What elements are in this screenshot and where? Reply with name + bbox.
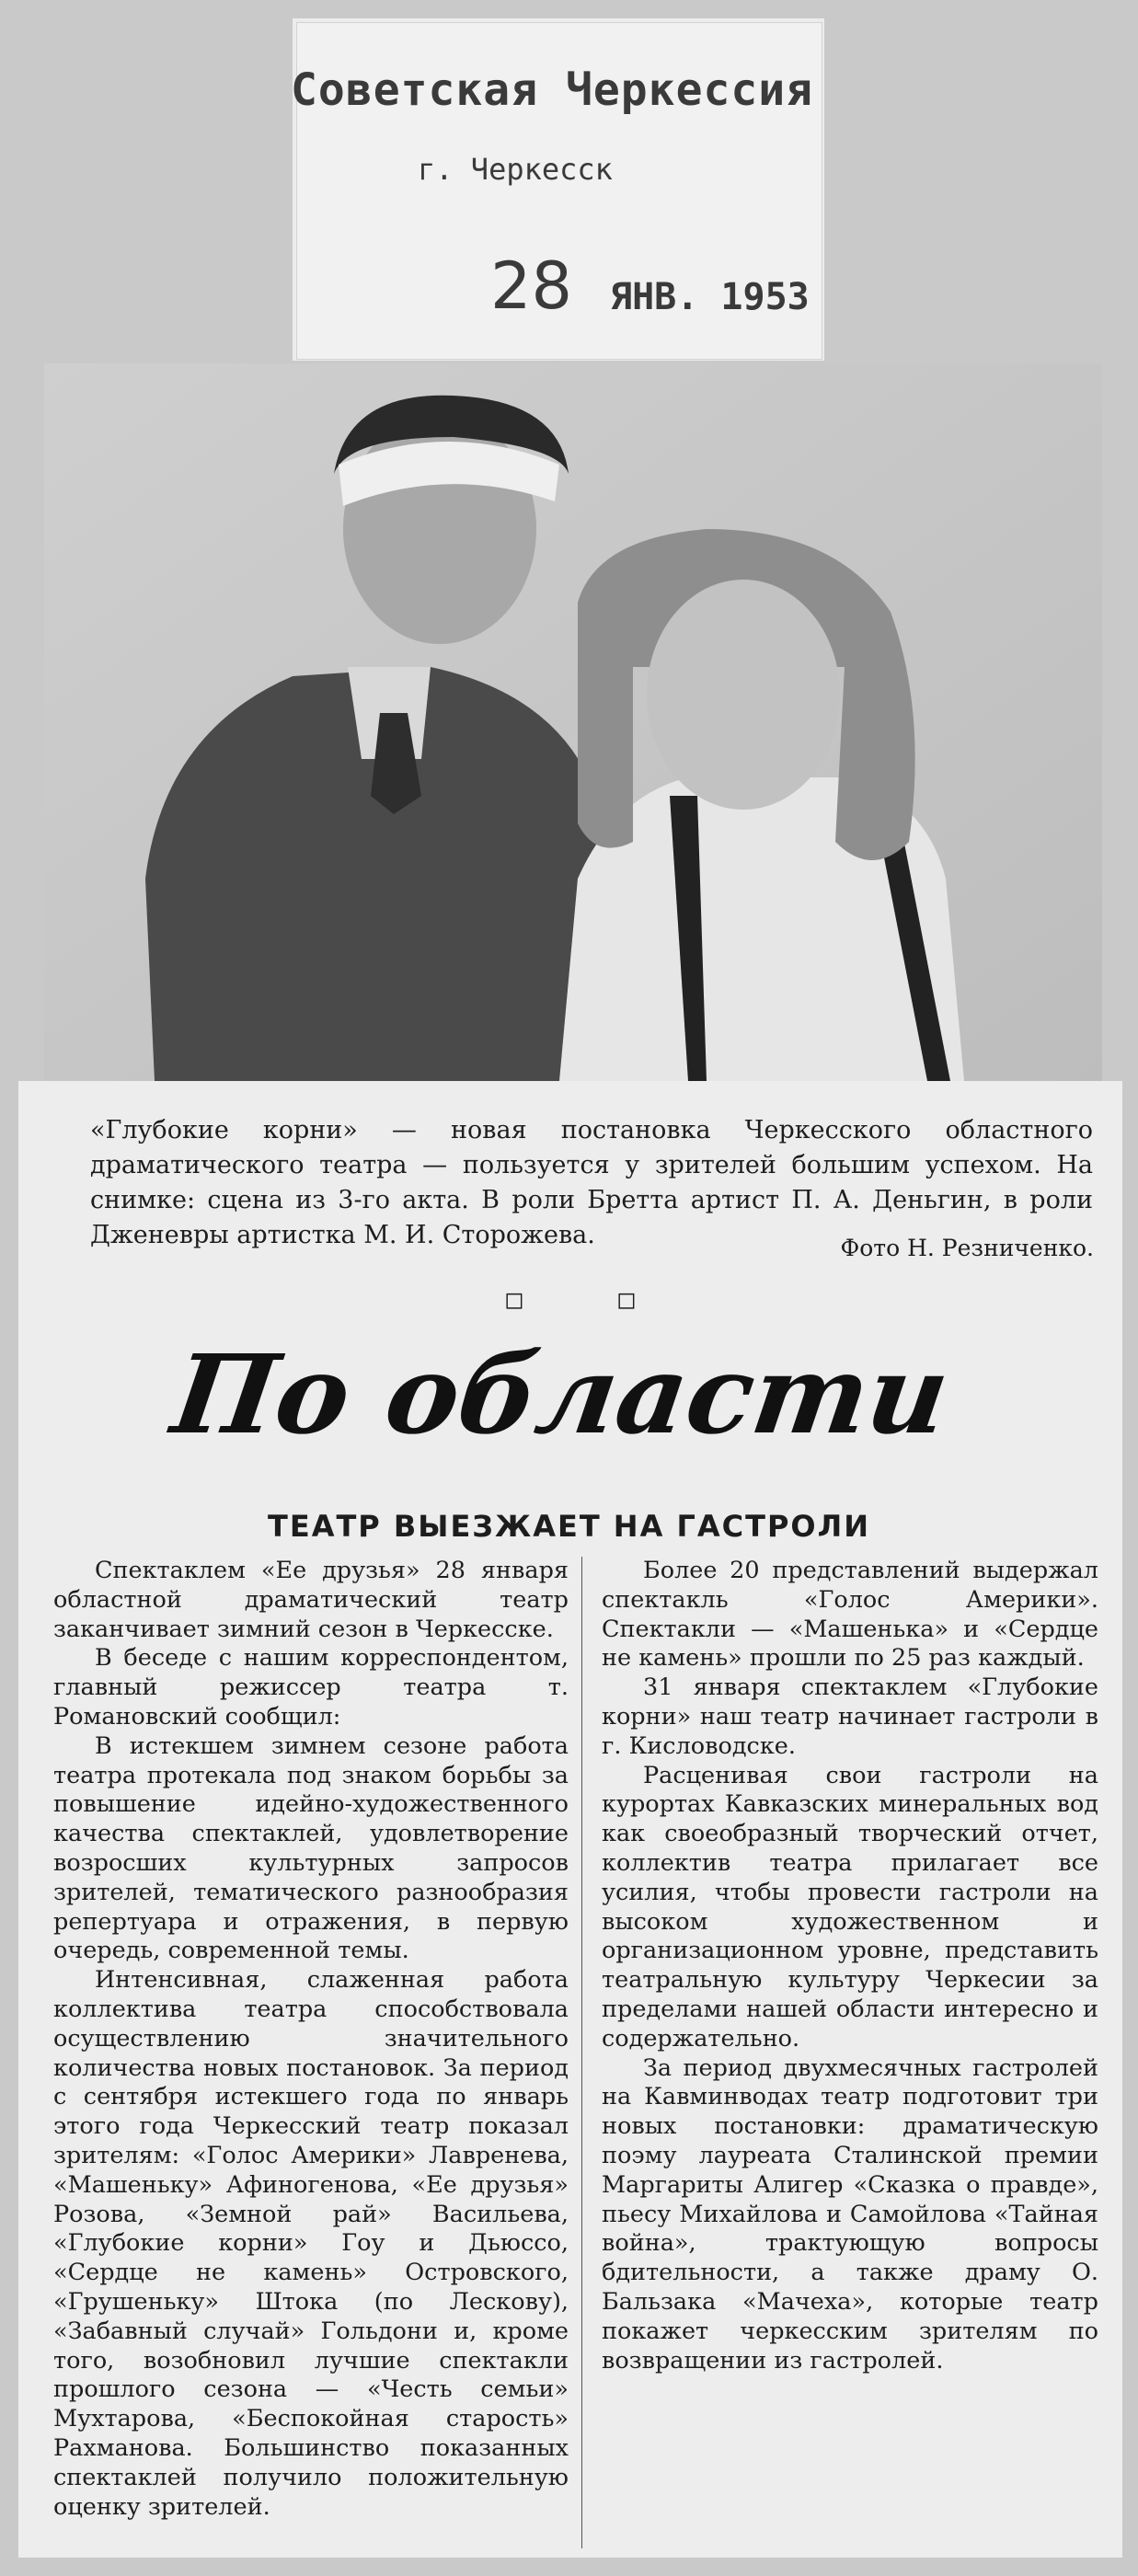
column-divider	[581, 1557, 582, 2548]
article-paragraph: В истекшем зимнем сезоне работа театра протекала под знаком борьбы за повышение идейно-художественного качества спектаклей, удовлетворение возросших культурных запросов зрителей, тематического разнообразия репертуара и отражения, в первую очередь, современной темы.	[53, 1731, 569, 1965]
ornament-square-right: ◻	[616, 1286, 637, 1314]
article-paragraph: Интенсивная, слаженная работа коллектива театра способствовала осуществлению значительного количества новых постановок. За период с сентября истекшего года по январь этого года Черкесский театр показал зрителям: «Голос Америки» Лавренева, «Машеньку» Афиногенова, «Ее друзья» Розова, «Земной рай» Васильева, «Глубокие корни» Гоу и Дьюссо, «Сердце не камень» Островского, «Грушеньку» Штока (по Лескову), «Забавный случай» Гольдони и, кроме того, возобновил лучшие спектакли прошлого сезона — «Честь семьи» Мухтарова, «Беспокойная старость» Рахманова. Большинство показанных спектаклей получило положительную оценку зрителей.	[53, 1966, 569, 2521]
woman-face	[647, 580, 840, 810]
stamp-day: 28	[490, 248, 573, 324]
theatre-scene-photo	[44, 363, 1102, 1081]
article-paragraph: Спектаклем «Ее друзья» 28 января областной драматический театр заканчивает зимний сезон в Черкесске.	[53, 1557, 569, 1643]
rubric-lettering	[92, 1327, 1049, 1465]
article-paragraph: 31 января спектаклем «Глубокие корни» наш театр начинает гастроли в г. Кисловодске.	[602, 1673, 1098, 1760]
stamp-city: г. Черкесск	[418, 152, 613, 187]
section-rubric	[92, 1327, 1049, 1465]
article-paragraph: В беседе с нашим корреспондентом, главный режиссер театра т. Романовский сообщил:	[53, 1644, 569, 1731]
stamp-month-year: ЯНВ. 1953	[610, 276, 810, 318]
photo-illustration	[44, 363, 1102, 1081]
ornament-square-left: ◻	[504, 1286, 524, 1314]
article-headline: ТЕАТР ВЫЕЗЖАЕТ НА ГАСТРОЛИ	[268, 1509, 870, 1544]
rubric-title: По области	[165, 1330, 957, 1458]
date-stamp	[293, 18, 824, 361]
article-column-left	[53, 1557, 569, 2522]
article-paragraph: Более 20 представлений выдержал спектакль «Голос Америки». Спектакли — «Машенька» и «Сердце не камень» прошли по 25 раз каждый.	[602, 1557, 1098, 1673]
article-column-right	[602, 1557, 1098, 2375]
article-paragraph: За период двухмесячных гастролей на Кавминводах театр подготовит три новых постановки: драматическую поэму лауреата Сталинской премии Маргариты Алигер «Сказка о правде», пьесу Михайлова и Самойлова «Тайная война», трактующую вопросы бдительности, а также драму О. Бальзака «Мачеха», которые театр покажет черкесским зрителям по возвращении из гастролей.	[602, 2053, 1098, 2375]
article-paragraph: Расценивая свои гастроли на курортах Кавказских минеральных вод как своеобразный творческий отчет, коллектив театра прилагает все усилия, чтобы провести гастроли на высоком художественном и организационном уровне, представить театральную культуру Черкесии за пределами нашей области интересно и содержательно.	[602, 1761, 1098, 2053]
photo-caption: «Глубокие корни» — новая постановка Черкесского областного драматического театра — пользуется у зрителей большим успехом. На снимке: сцена из 3-го акта. В роли Бретта артист П. А. Деньгин, в роли Дженевры артистка М. И. Сторожева.	[90, 1116, 1093, 1249]
stamp-newspaper: Советская Черкессия	[291, 64, 814, 116]
photo-credit: Фото Н. Резниченко.	[840, 1235, 1094, 1261]
